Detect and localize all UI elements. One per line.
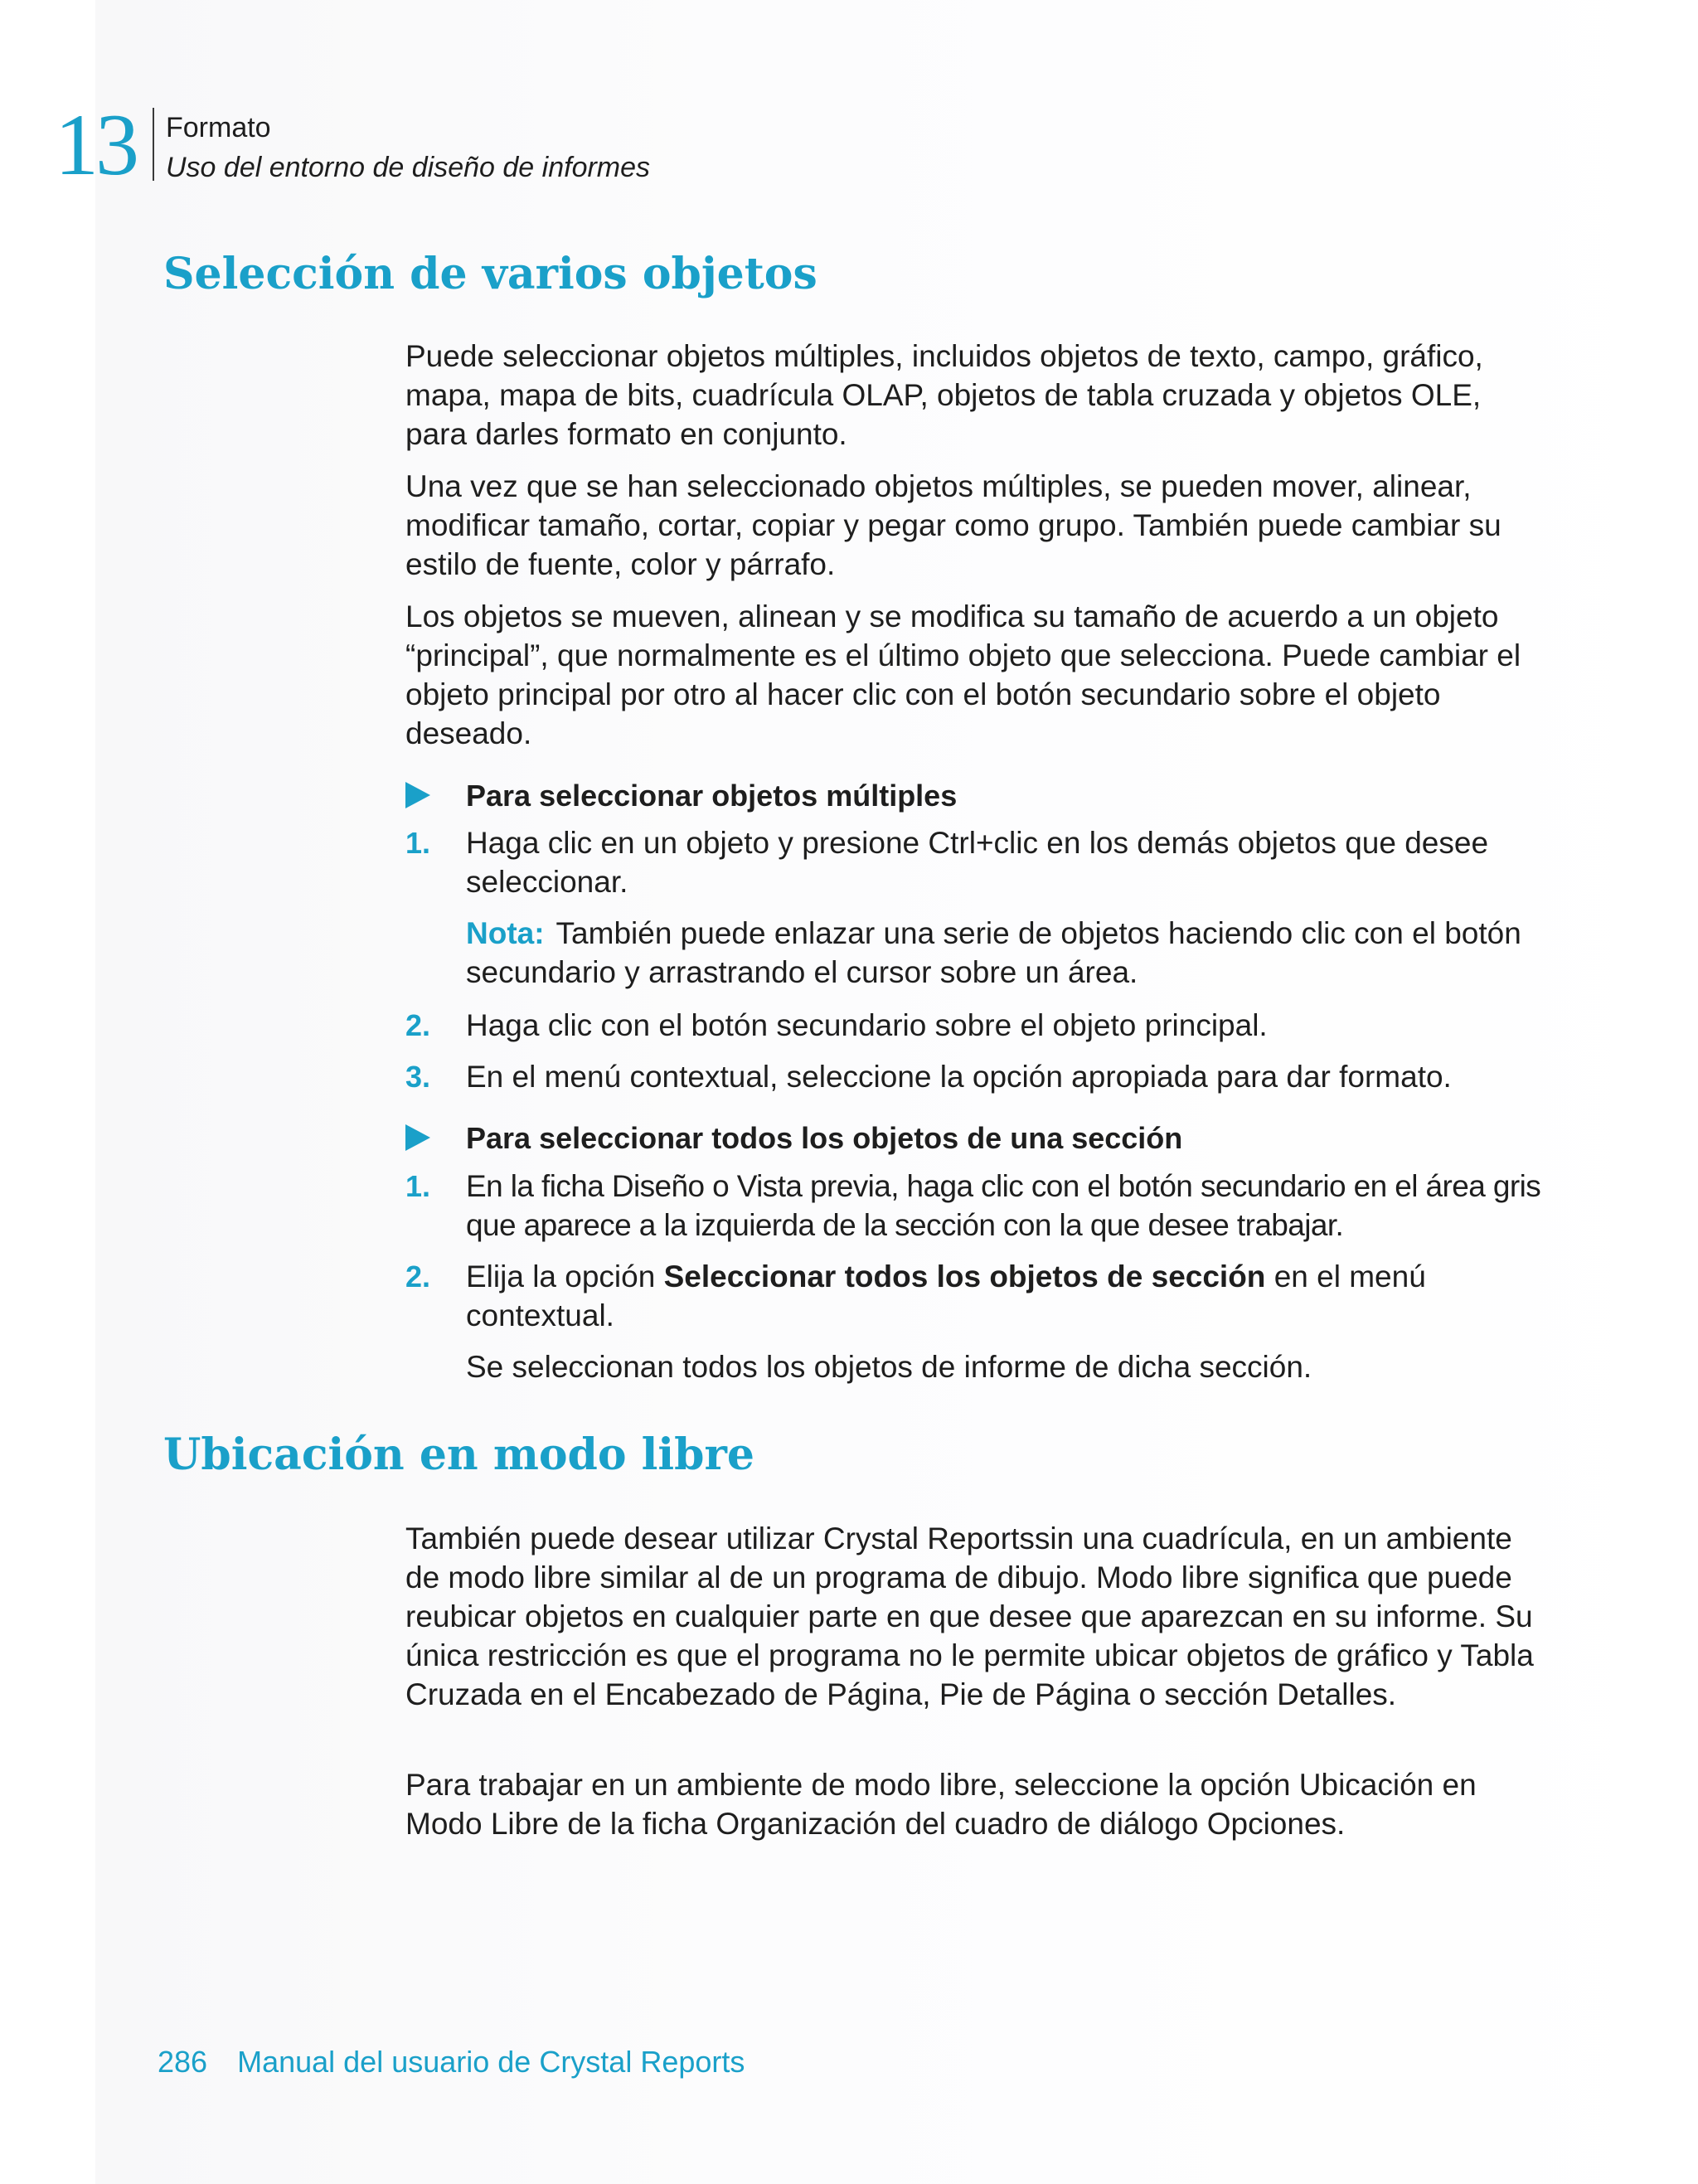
- step-text: [466, 1257, 1569, 1335]
- step-text: Haga clic en un objeto y presione Ctrl+clic en los demás objetos que desee seleccionar.: [466, 826, 1489, 899]
- step-text-part: en el menú contextual.: [466, 1259, 1426, 1332]
- paragraph: Una vez que se han seleccionado objetos múltiples, se pueden mover, alinear, modificar tamaño, cortar, copiar y pegar como grupo. También puede cambiar su estilo de fuente, color y párrafo.: [405, 469, 1502, 581]
- step-number: 2.: [405, 1259, 431, 1293]
- step-text: En el menú contextual, seleccione la opción apropiada para dar formato.: [466, 1060, 1452, 1094]
- option-name: Seleccionar todos los objetos de sección: [663, 1259, 1266, 1293]
- chapter-title: Formato: [166, 112, 271, 143]
- chapter-divider: [153, 108, 154, 181]
- procedure-title: Para seleccionar todos los objetos de una sección: [466, 1121, 1183, 1155]
- step-number: 1.: [405, 1169, 431, 1203]
- step-number: 1.: [405, 826, 431, 860]
- step-text-part: Elija la opción: [466, 1259, 664, 1293]
- chapter-subtitle: Uso del entorno de diseño de informes: [166, 152, 651, 183]
- paragraph: Para trabajar en un ambiente de modo libre, seleccione la opción Ubicación en Modo Libre de la ficha Organización del cuadro de diálogo Opciones.: [405, 1768, 1477, 1841]
- book-title: Manual del usuario de Crystal Reports: [237, 2045, 745, 2079]
- page-number: 286: [158, 2045, 208, 2079]
- chapter-number: 13: [55, 96, 136, 193]
- paragraph: Puede seleccionar objetos múltiples, incluidos objetos de texto, campo, gráfico, mapa, mapa de bits, cuadrícula OLAP, objetos de tabla cruzada y objetos OLE, para darles formato en conjunto.: [405, 339, 1483, 451]
- section-heading-ubicacion: Ubicación en modo libre: [163, 1429, 755, 1480]
- step-text: En la ficha Diseño o Vista previa, haga clic con el botón secundario en el área gris que aparece a la izquierda de la sección con la que desee trabajar.: [466, 1169, 1541, 1242]
- note-label: Nota:: [466, 916, 545, 950]
- note-text: También puede enlazar una serie de objetos haciendo clic con el botón secundario y arrastrando el cursor sobre un área.: [466, 916, 1521, 989]
- procedure-arrow-icon: [405, 1124, 430, 1151]
- paragraph: También puede desear utilizar Crystal Reportssin una cuadrícula, en un ambiente de modo libre similar al de un programa de dibujo. Modo libre significa que puede reubicar objetos en cualquier parte en que desee que aparezcan en su informe. Su única restricción es que el programa no le permite ubicar objetos de gráfico y Tabla Cruzada en el Encabezado de Página, Pie de Página o sección Detalles.: [405, 1522, 1534, 1711]
- paragraph: Los objetos se mueven, alinean y se modifica su tamaño de acuerdo a un objeto “principal”, que normalmente es el último objeto que selecciona. Puede cambiar el objeto principal por otro al hacer clic con el botón secundario sobre el objeto deseado.: [405, 599, 1521, 750]
- section-heading-seleccion: Selección de varios objetos: [163, 249, 817, 299]
- step-number: 2.: [405, 1008, 431, 1042]
- step-result: Se seleccionan todos los objetos de informe de dicha sección.: [466, 1350, 1312, 1384]
- page-footer: [158, 2045, 745, 2080]
- procedure-arrow-icon: [405, 782, 430, 808]
- step-number: 3.: [405, 1060, 431, 1094]
- note: [466, 914, 1569, 992]
- step-text: Haga clic con el botón secundario sobre el objeto principal.: [466, 1008, 1268, 1042]
- procedure-title: Para seleccionar objetos múltiples: [466, 779, 958, 813]
